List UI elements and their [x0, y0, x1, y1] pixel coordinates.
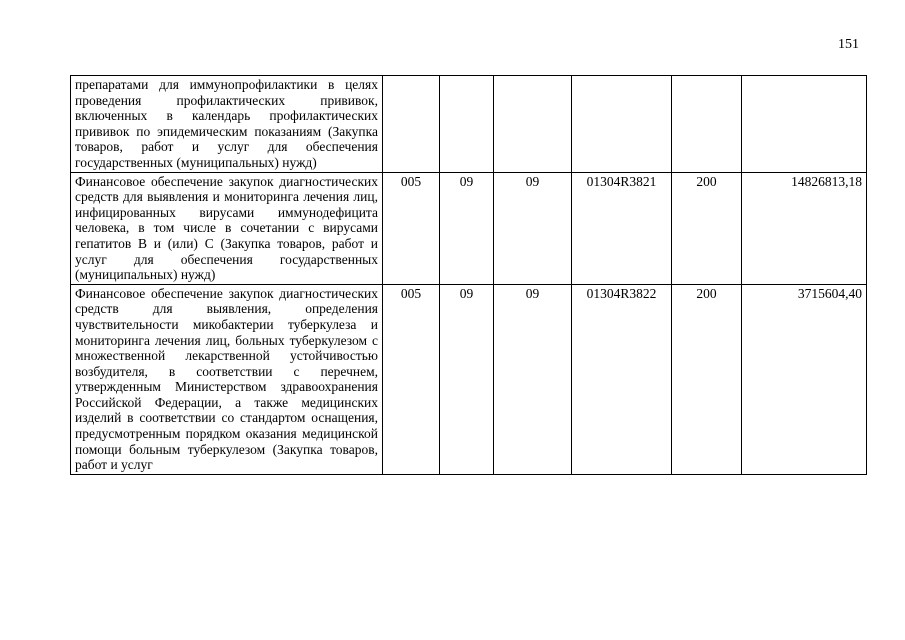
row-subsection-code: [494, 76, 572, 173]
row-subsection-code: 09: [494, 284, 572, 474]
row-amount: 14826813,18: [742, 172, 867, 284]
row-subsection-code: 09: [494, 172, 572, 284]
row-expense-type-code: 200: [672, 284, 742, 474]
row-amount: 3715604,40: [742, 284, 867, 474]
table-row: [71, 284, 867, 474]
row-ved-code: 005: [383, 284, 440, 474]
row-section-code: [440, 76, 494, 173]
row-target-article-code: 01304R3822: [572, 284, 672, 474]
row-ved-code: [383, 76, 440, 173]
row-ved-code: 005: [383, 172, 440, 284]
table-row: [71, 76, 867, 173]
row-description: Финансовое обеспечение закупок диагностических средств для выявления и мониторинга лечения лиц, инфицированных вирусами иммунодефицита человека, в том числе в сочетании с вирусами гепатитов В и (или) С (Закупка товаров, работ и услуг для обеспечения государственных (муниципальных) нужд): [71, 172, 383, 284]
table-row: [71, 172, 867, 284]
row-amount: [742, 76, 867, 173]
page-number: 151: [838, 37, 859, 52]
row-section-code: 09: [440, 284, 494, 474]
row-description: Финансовое обеспечение закупок диагностических средств для выявления, определения чувствительности микобактерии туберкулеза и мониторинга лечения лиц, больных туберкулезом с множественной лекарственной устойчивостью возбудителя, в соответствии с перечнем, утвержденным Министерством здравоохранения Российской Федерации, а также медицинских изделий в соответствии со стандартом оснащения, предусмотренным порядком оказания медицинской помощи больным туберкулезом (Закупка товаров, работ и услуг: [71, 284, 383, 474]
row-section-code: 09: [440, 172, 494, 284]
row-target-article-code: [572, 76, 672, 173]
row-expense-type-code: [672, 76, 742, 173]
row-target-article-code: 01304R3821: [572, 172, 672, 284]
budget-table: [70, 75, 867, 475]
row-description: препаратами для иммунопрофилактики в целях проведения профилактических прививок, включенных в календарь профилактических прививок по эпидемическим показаниям (Закупка товаров, работ и услуг для обеспечения государственных (муниципальных) нужд): [71, 76, 383, 173]
row-expense-type-code: 200: [672, 172, 742, 284]
